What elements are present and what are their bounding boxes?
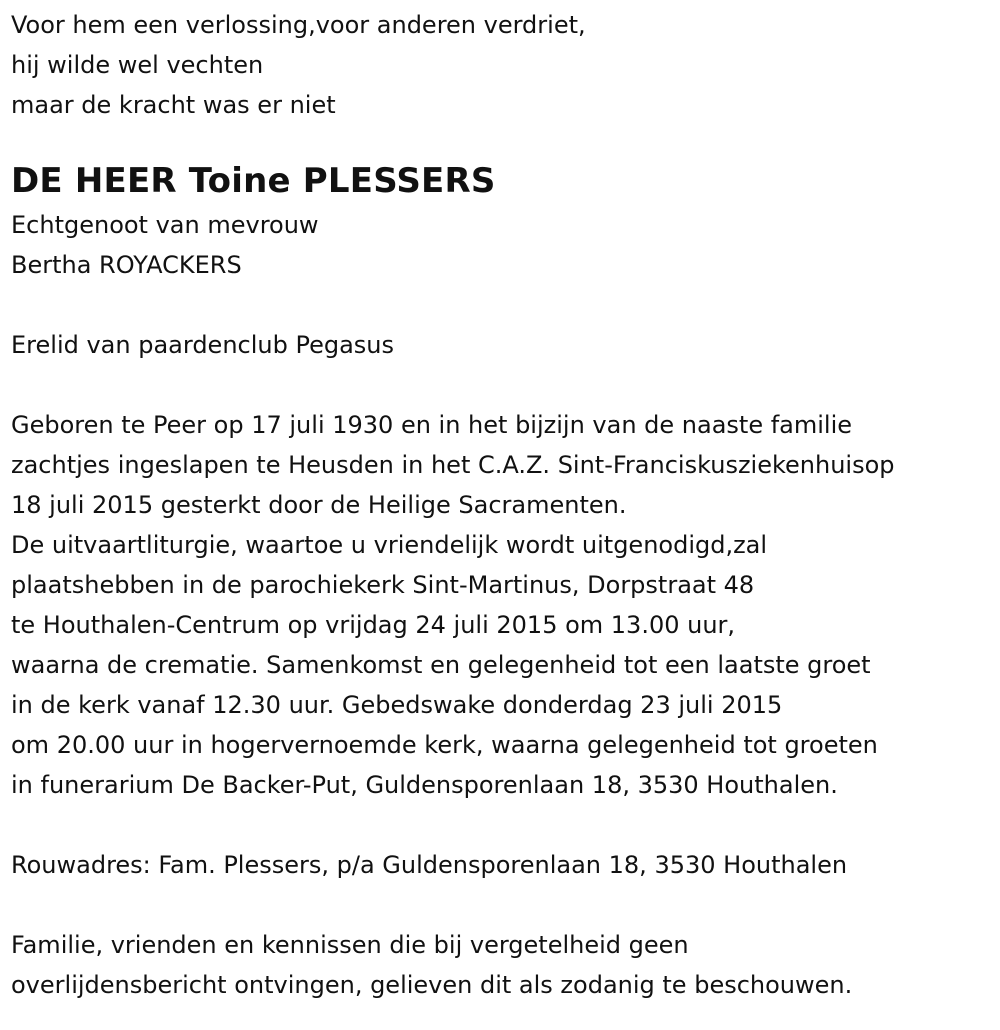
details-line: om 20.00 uur in hogervernoemde kerk, waarna gelegenheid tot groeten (11, 731, 878, 759)
spacer (11, 365, 991, 405)
mourning-address: Rouwadres: Fam. Plessers, p/a Guldensporenlaan 18, 3530 Houthalen (11, 851, 848, 879)
membership-line: Erelid van paardenclub Pegasus (11, 331, 395, 359)
details-line: in de kerk vanaf 12.30 uur. Gebedswake donderdag 23 juli 2015 (11, 691, 783, 719)
spouse-name: Bertha ROYACKERS (11, 251, 242, 279)
poem-line: Voor hem een verlossing,voor anderen verdriet, (11, 11, 586, 39)
poem-line: hij wilde wel vechten (11, 51, 264, 79)
details-line: 18 juli 2015 gesterkt door de Heilige Sacramenten. (11, 491, 627, 519)
spacer (11, 885, 991, 925)
details-line: plaatshebben in de parochiekerk Sint-Martinus, Dorpstraat 48 (11, 571, 755, 599)
details-line: De uitvaartliturgie, waartoe u vriendelijk wordt uitgenodigd,zal (11, 531, 768, 559)
spacer (11, 285, 991, 325)
details-paragraph (11, 405, 991, 805)
deceased-name: DE HEER Toine PLESSERS (11, 161, 496, 201)
closing-paragraph (11, 925, 991, 1005)
poem-line: maar de kracht was er niet (11, 91, 336, 119)
details-line: zachtjes ingeslapen te Heusden in het C.A.Z. Sint-Franciskusziekenhuisop (11, 451, 895, 479)
details-line: in funerarium De Backer-Put, Guldensporenlaan 18, 3530 Houthalen. (11, 771, 838, 799)
poem (11, 5, 991, 125)
details-line: te Houthalen-Centrum op vrijdag 24 juli 2015 om 13.00 uur, (11, 611, 736, 639)
obituary-notice (11, 5, 991, 1005)
closing-line: Familie, vrienden en kennissen die bij vergetelheid geen (11, 931, 689, 959)
spouse-line: Echtgenoot van mevrouw (11, 211, 319, 239)
details-line: waarna de crematie. Samenkomst en gelegenheid tot een laatste groet (11, 651, 871, 679)
spacer (11, 805, 991, 845)
details-line: Geboren te Peer op 17 juli 1930 en in het bijzijn van de naaste familie (11, 411, 853, 439)
closing-line: overlijdensbericht ontvingen, gelieven dit als zodanig te beschouwen. (11, 971, 853, 999)
